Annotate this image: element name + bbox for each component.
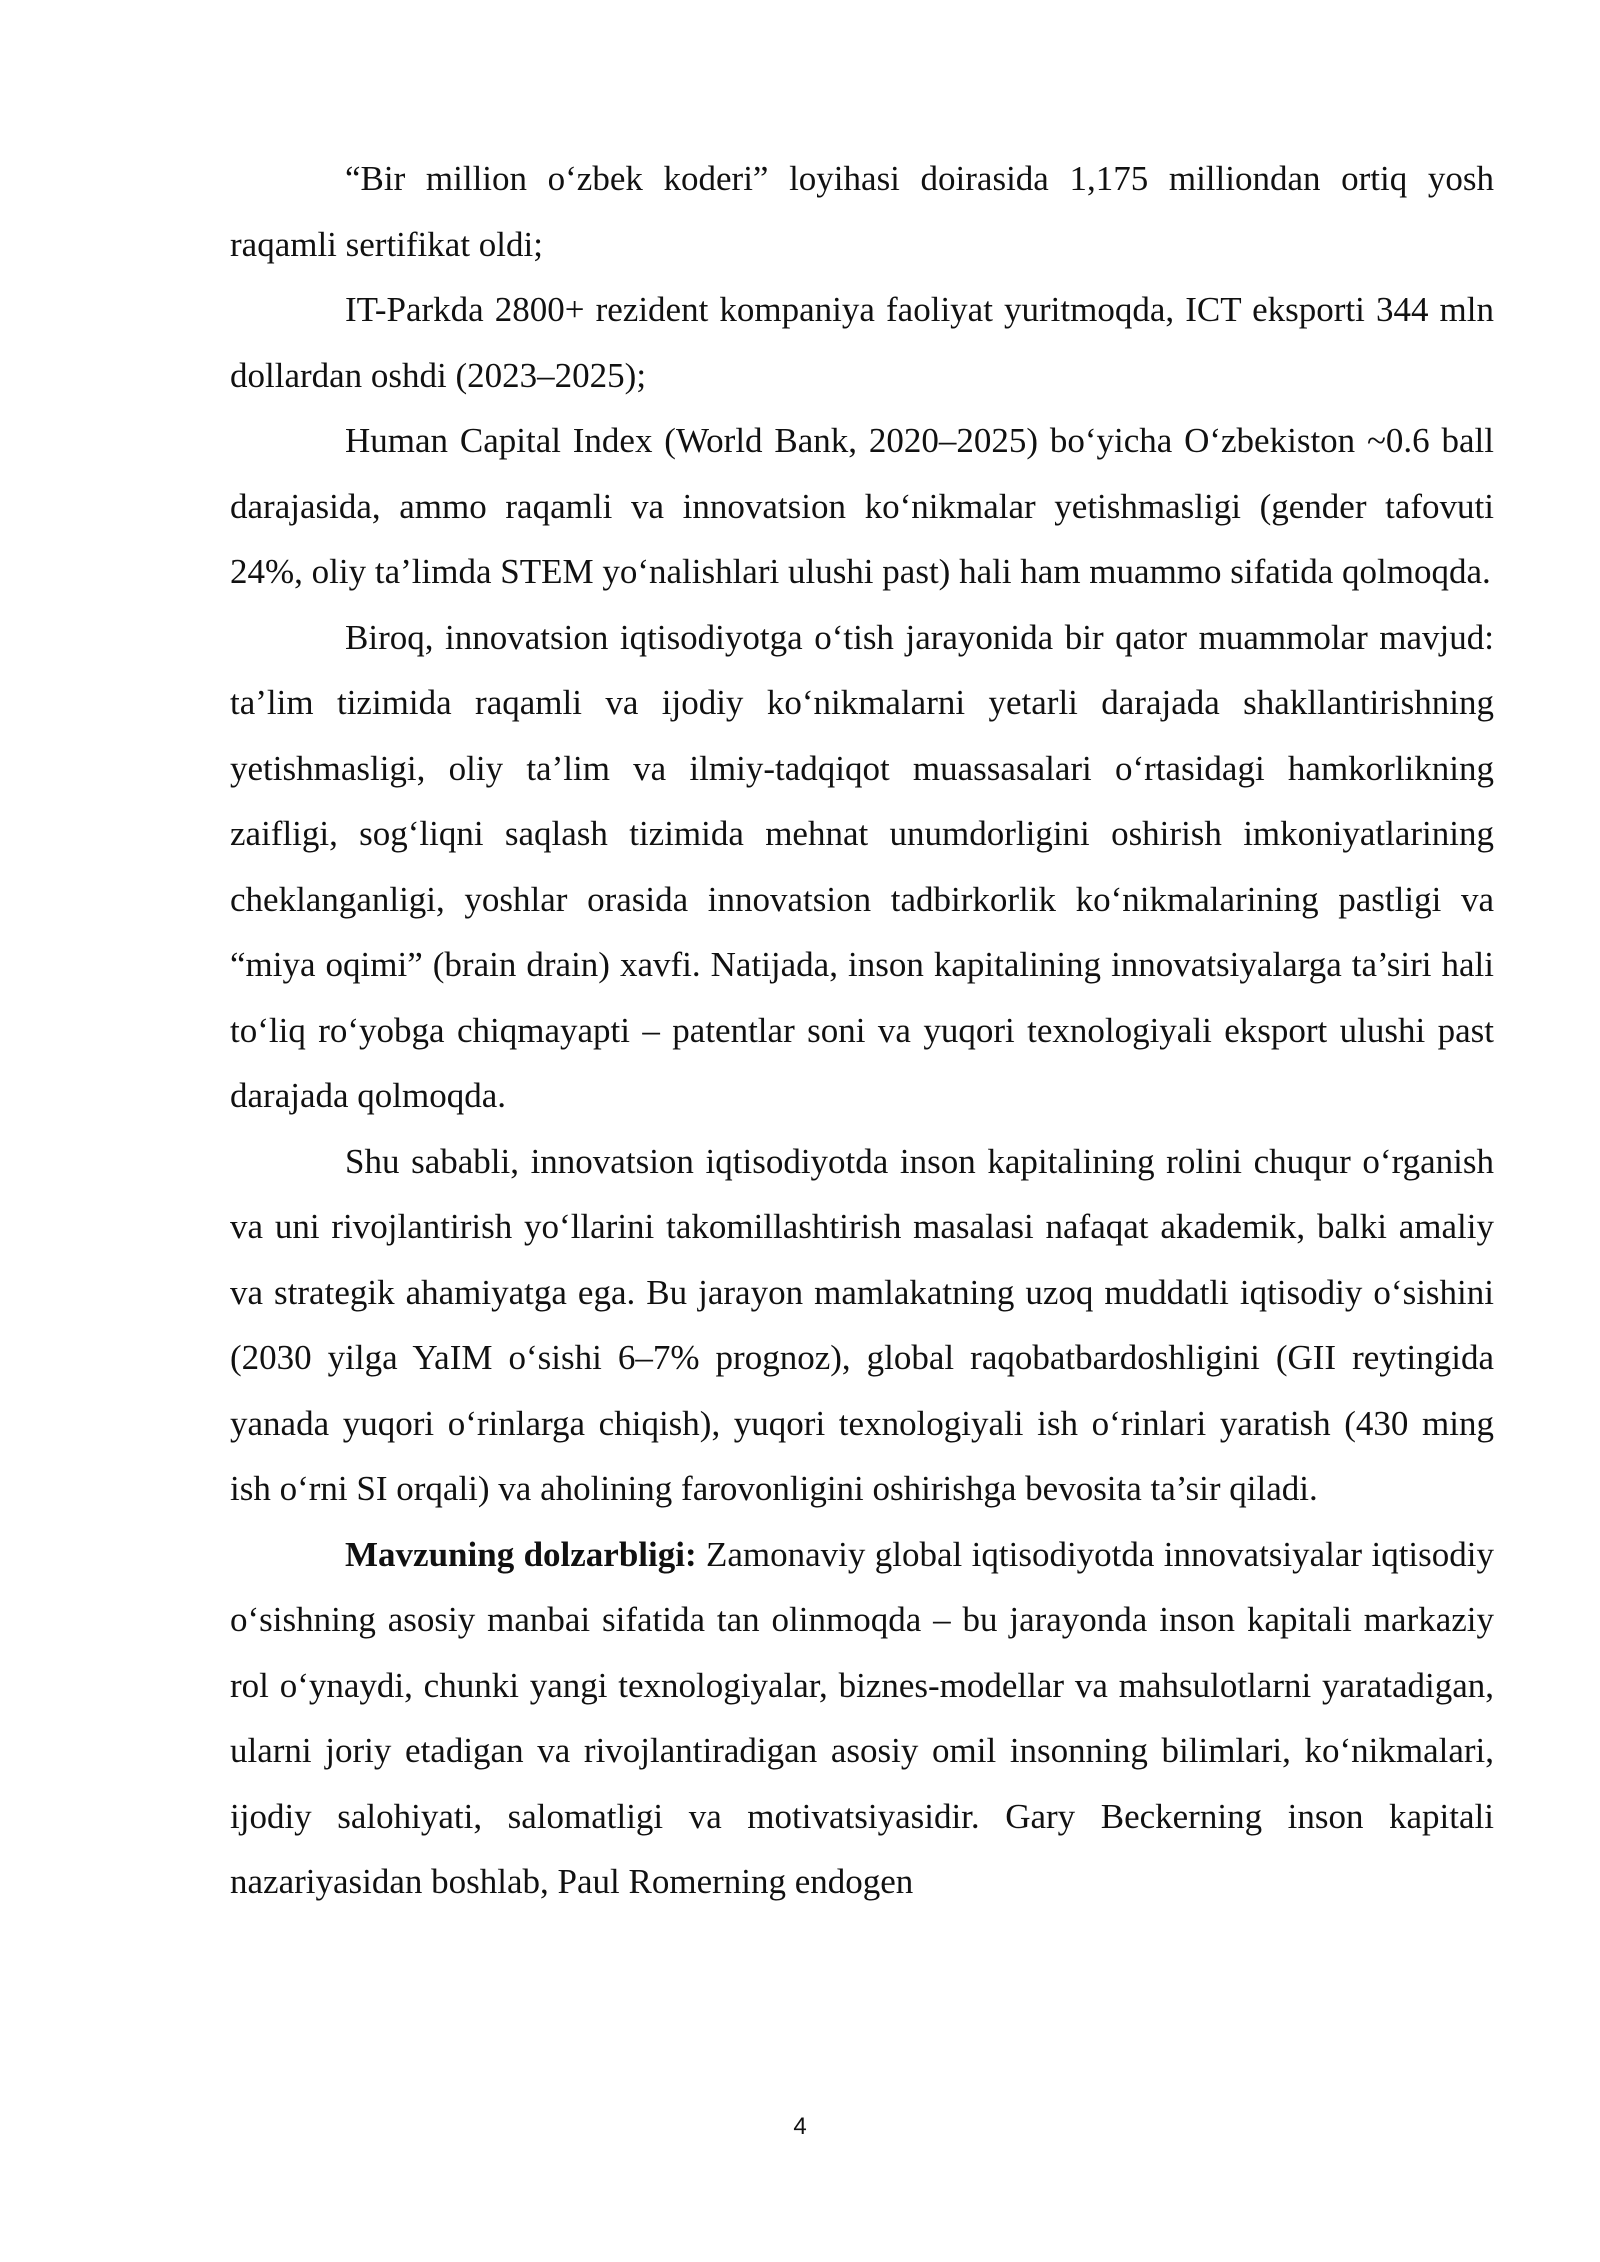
paragraph-text: Biroq, innovatsion iqtisodiyotga o‘tish jarayonida bir qator muammolar mavjud: ta’lim tizimida raqamli va ijodiy ko‘nikmalarni yetarli darajada shakllantirishning yetishmasligi, oliy ta’lim va ilmiy-tadqiqot muassasalari o‘rtasidagi hamkorlikning zaifligi, sog‘liqni saqlash tizimida mehnat unumdorligini oshirish imkoniyatlarining cheklanganligi, yoshlar orasida innovatsion tadbirkorlik ko‘nikmalarining pastligi va “miya oqimi” (brain drain) xavfi. Natijada, inson kapitalining innovatsiyalarga ta’siri hali to‘liq ro‘yobga chiqmayapti – patentlar soni va yuqori texnologiyali eksport ulushi past darajada qolmoqda. <box>230 617 1494 1115</box>
paragraph-text: IT-Parkda 2800+ rezident kompaniya faoliyat yuritmoqda, ICT eksporti 344 mln dollardan oshdi (2023–2025); <box>230 290 1494 395</box>
section-heading: Mavzuning dolzarbligi: <box>345 1534 697 1574</box>
paragraph-text: Shu sababli, innovatsion iqtisodiyotda inson kapitalining rolini chuqur o‘rganish va uni rivojlantirish yo‘llarini takomillashtirish masalasi nafaqat akademik, balki amaliy va strategik ahamiyatga ega. Bu jarayon mamlakatning uzoq muddatli iqtisodiy o‘sishini (2030 yilga YaIM o‘sishi 6–7% prognoz), global raqobatbardoshligini (GII reytingida yanada yuqori o‘rinlarga chiqish), yuqori texnologiyali ish o‘rinlari yaratish (430 ming ish o‘rni SI orqali) va aholining farovonligini oshirishga bevosita ta’sir qiladi. <box>230 1141 1494 1508</box>
paragraph-text: Human Capital Index (World Bank, 2020–2025) bo‘yicha O‘zbekiston ~0.6 ball darajasida, ammo raqamli va innovatsion ko‘nikmalar yetishmasligi (gender tafovuti 24%, oliy ta’limda STEM yo‘nalishlari ulushi past) hali ham muammo sifatida qolmoqda. <box>230 421 1494 591</box>
paragraph-it-park <box>230 277 1494 408</box>
paragraph-text: Zamonaviy global iqtisodiyotda innovatsiyalar iqtisodiy o‘sishning asosiy manbai sifatida tan olinmoqda – bu jarayonda inson kapitali markaziy rol o‘ynaydi, chunki yangi texnologiyalar, biznes-modellar va mahsulotlarni yaratadigan, ularni joriy etadigan va rivojlantiradigan asosiy omil insonning bilimlari, ko‘nikmalari, ijodiy salohiyati, salomatligi va motivatsiyasidir. Gary Beckerning inson kapitali nazariyasidan boshlab, Paul Romerning endogen <box>230 1534 1494 1901</box>
paragraph-human-capital-index <box>230 408 1494 605</box>
paragraph-text: “Bir million o‘zbek koderi” loyihasi doirasida 1,175 milliondan ortiq yosh raqamli sertifikat oldi; <box>230 159 1494 264</box>
paragraph-importance <box>230 1129 1494 1522</box>
paragraph-problems <box>230 605 1494 1129</box>
paragraph-coders-certificates <box>230 146 1494 277</box>
body-text <box>230 146 1494 1915</box>
paragraph-relevance <box>230 1522 1494 1915</box>
page-number: 4 <box>793 2113 807 2140</box>
